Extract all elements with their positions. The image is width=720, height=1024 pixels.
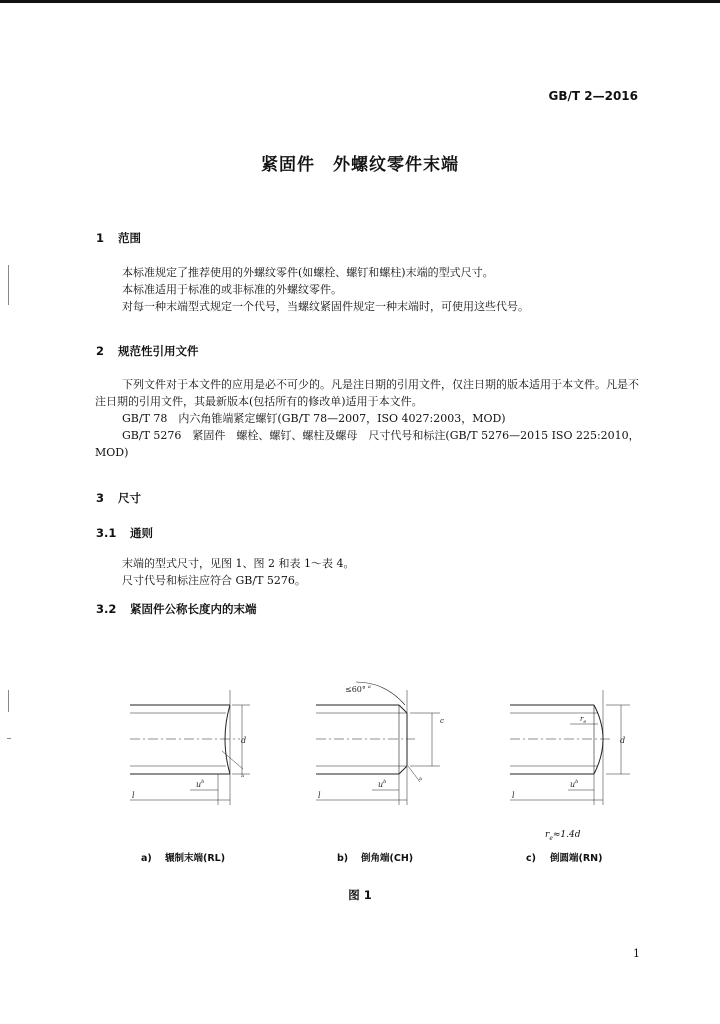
document-title: 紧固件 外螺纹零件末端 xyxy=(261,155,459,175)
dim-label-d: d xyxy=(620,736,626,745)
note-label-a: a xyxy=(419,776,422,782)
dim-label-u: $u^b$ xyxy=(570,779,579,789)
reference-item: GB/T 78 内六角锥端紧定螺钉(GB/T 78—2007，ISO 4027:2003，MOD) xyxy=(122,412,506,425)
paragraph: 对每一种末端型式规定一个代号，当螺纹紧固件规定一种末端时，可使用这些代号。 xyxy=(122,300,529,313)
figure-title: 图 1 xyxy=(348,888,372,902)
section-1-heading xyxy=(96,230,141,246)
section-3-2-heading xyxy=(96,601,257,617)
section-title: 紧固件公称长度内的末端 xyxy=(130,602,257,616)
dim-label-l: l xyxy=(512,791,515,800)
section-1-body xyxy=(95,264,640,315)
page-number: 1 xyxy=(633,947,640,960)
dim-label-re: $r_e$ xyxy=(580,715,587,725)
section-3-1-body xyxy=(95,555,640,589)
scan-mark xyxy=(8,265,9,305)
section-2-heading xyxy=(96,343,199,359)
paragraph: 下列文件对于本文件的应用是必不可少的。凡是注日期的引用文件，仅注日期的版本适用于本文件。凡是不注日期的引用文件，其最新版本(包括所有的修改单)适用于本文件。 xyxy=(95,378,639,408)
caption-c: c) 倒圆端(RN) xyxy=(526,853,603,864)
standard-number: GB/T 2—2016 xyxy=(548,89,638,103)
scan-mark xyxy=(8,690,9,712)
top-border xyxy=(0,0,720,3)
dim-label-l: l xyxy=(318,791,321,800)
caption-a: a) 辗制末端(RL) xyxy=(141,853,226,864)
dim-label-u: $u^b$ xyxy=(196,779,205,789)
angle-label: ≤60° $^a$ xyxy=(345,684,371,694)
section-number: 2 xyxy=(96,344,105,358)
section-number: 3.2 xyxy=(96,602,117,616)
caption-b: b) 倒角端(CH) xyxy=(337,853,414,864)
section-title: 范围 xyxy=(118,231,141,245)
section-number: 3 xyxy=(96,491,105,505)
section-3-1-heading xyxy=(96,525,153,541)
section-title: 通则 xyxy=(130,526,153,540)
section-number: 1 xyxy=(96,231,105,245)
note-label-a: a xyxy=(241,773,244,779)
reference-item: GB/T 5276 紧固件 螺栓、螺钉、螺柱及螺母 尺寸代号和标注(GB/T 5276—2015 ISO 225:2010，MOD) xyxy=(95,429,640,459)
paragraph: 本标准规定了推荐使用的外螺纹零件(如螺栓、螺钉和螺柱)末端的型式尺寸。 xyxy=(122,266,494,279)
section-2-body xyxy=(95,376,640,461)
paragraph: 尺寸代号和标注应符合 GB/T 5276。 xyxy=(122,574,306,587)
scan-mark xyxy=(7,738,11,739)
dim-label-l: l xyxy=(132,791,135,800)
section-title: 规范性引用文件 xyxy=(118,344,199,358)
paragraph: 末端的型式尺寸，见图 1、图 2 和表 1～表 4。 xyxy=(122,557,355,570)
dim-label-c: c xyxy=(440,717,444,725)
dim-label-u: $u^b$ xyxy=(378,779,387,789)
formula-re: $r_e\approx 1.4d$ xyxy=(545,830,581,842)
section-title: 尺寸 xyxy=(118,491,141,505)
figure-1-drawings xyxy=(0,650,720,850)
section-3-heading xyxy=(96,490,141,506)
section-number: 3.1 xyxy=(96,526,117,540)
paragraph: 本标准适用于标准的或非标准的外螺纹零件。 xyxy=(122,283,342,296)
dim-label-d: d xyxy=(241,736,247,745)
drawing-rolled-end xyxy=(130,690,250,805)
